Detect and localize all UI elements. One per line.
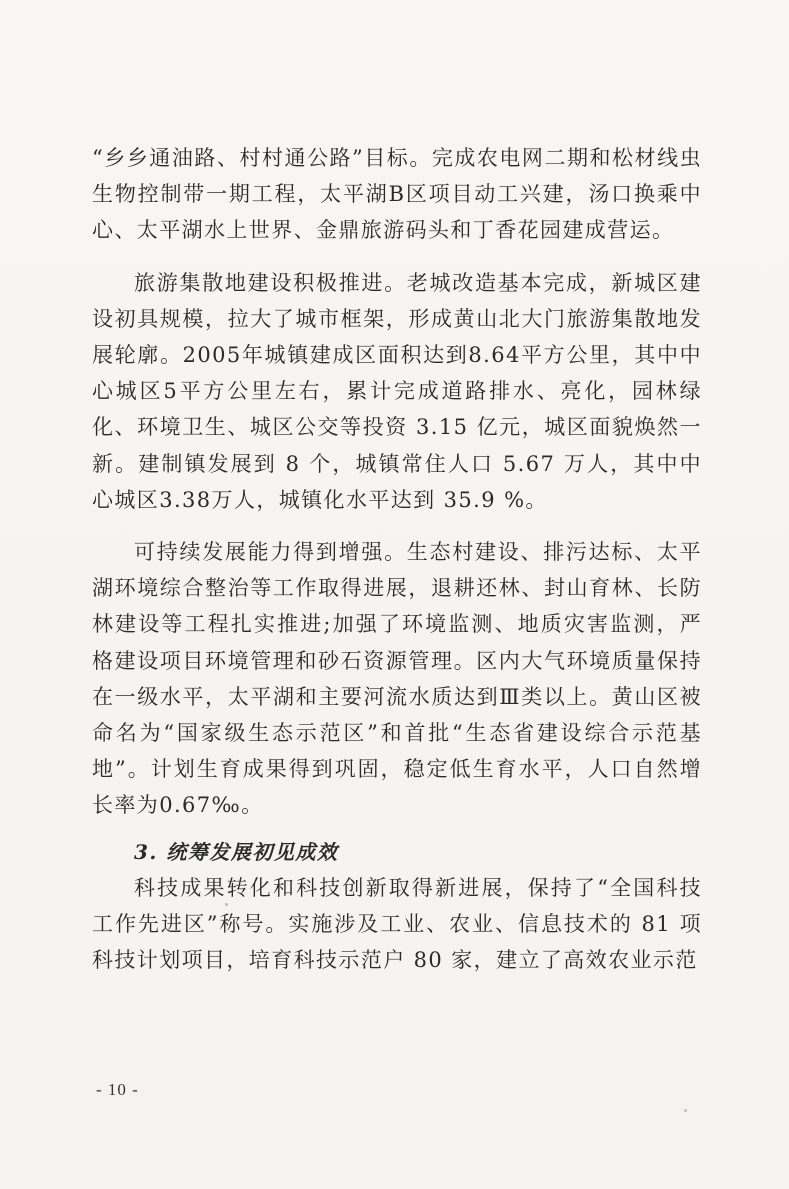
- paragraph-technology: 科技成果转化和科技创新取得新进展，保持了“全国科技工作先进区”称号。实施涉及工业、农业、信息技术的 81 项科技计划项目，培育科技示范户 80 家，建立了高效农业示范: [92, 875, 702, 973]
- document-body: [92, 140, 702, 978]
- paragraph-tourism-hub: 旅游集散地建设积极推进。老城改造基本完成，新城区建设初具规模，拉大了城市框架，形成黄山北大门旅游集散地发展轮廓。2005年城镇建成区面积达到8.64平方公里，其中中心城区5平方公里左右，累计完成道路排水、亮化，园林绿化、环境卫生、城区公交等投资 3.15 亿元，城区面貌焕然一新。建制镇发展到 8 个，城镇常住人口 5.67 万人，其中中心城区3.38万人，城镇化水平达到 35.9 %。: [92, 270, 702, 512]
- scan-speck: [225, 903, 228, 906]
- page-number: - 10 -: [96, 1080, 139, 1099]
- scan-speck: [684, 1109, 687, 1112]
- paragraph-continuation: “乡乡通油路、村村通公路”目标。完成农电网二期和松材线虫生物控制带一期工程，太平湖B区项目动工兴建，汤口换乘中心、太平湖水上世界、金鼎旅游码头和丁香花园建成营运。: [92, 146, 702, 243]
- paragraph-sustainability: 可持续发展能力得到增强。生态村建设、排污达标、太平湖环境综合整治等工作取得进展，退耕还林、封山育林、长防林建设等工程扎实推进;加强了环境监测、地质灾害监测，严格建设项目环境管理和砂石资源管理。区内大气环境质量保持在一级水平，太平湖和主要河流水质达到Ⅲ类以上。黄山区被命名为“国家级生态示范区”和首批“生态省建设综合示范基地”。计划生育成果得到巩固，稳定低生育水平，人口自然增长率为0.67‰。: [92, 540, 702, 818]
- section-heading: 3. 统筹发展初见成效: [134, 839, 339, 864]
